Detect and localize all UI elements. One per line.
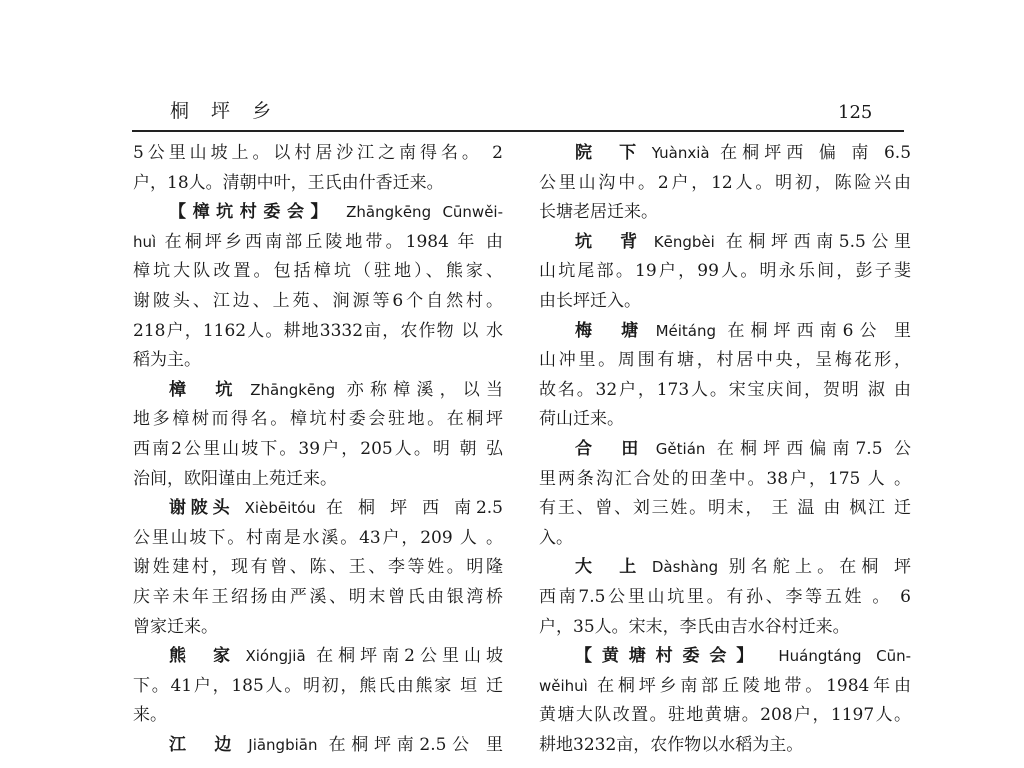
text-line — [539, 553, 911, 583]
pinyin-romanization: Jiāngbiān — [248, 735, 318, 754]
text-line — [539, 405, 911, 435]
body-text: 亦称樟溪，以当 — [335, 379, 503, 400]
text-line — [539, 465, 911, 495]
left-column — [133, 139, 503, 760]
text-line — [133, 701, 503, 731]
text-line — [539, 613, 911, 643]
pinyin-romanization: wěihuì — [539, 676, 588, 695]
pinyin-romanization: Xièbēitóu — [244, 499, 316, 518]
text-line — [133, 405, 503, 435]
text-line — [133, 228, 503, 258]
text-line — [133, 731, 503, 761]
body-text: 在桐坪南2公里山坡 — [305, 646, 503, 667]
body-text: 别名舵上。在桐 坪 — [718, 557, 911, 578]
pinyin-romanization: Zhāngkēng Cūnwěi- — [346, 203, 503, 222]
entry-title: 樟 坑 — [169, 379, 239, 400]
body-text: 樟坑大队改置。包括樟坑（驻地）、熊家、 — [133, 261, 503, 282]
body-text: 曾家迁来。 — [133, 616, 218, 637]
body-text: 耕地3232亩，农作物以水稻为主。 — [539, 734, 804, 755]
text-line — [539, 731, 911, 761]
text-line — [133, 317, 503, 347]
body-text: 公里山沟中。2户，12人。明初，陈险兴由 — [539, 172, 911, 193]
body-text: 公里山坡下。村南是水溪。43户，209 人 。 — [133, 527, 503, 548]
header-rule — [132, 130, 904, 132]
running-header-title: 桐 坪 乡 — [170, 100, 280, 122]
body-text: 里两条沟汇合处的田垄中。38户，175 人 。 — [539, 468, 911, 489]
text-line — [133, 169, 503, 199]
body-text: 由长坪迁入。 — [539, 290, 641, 311]
text-line — [133, 257, 503, 287]
text-line — [539, 701, 911, 731]
text-line — [539, 346, 911, 376]
text-line — [539, 642, 911, 672]
pinyin-romanization: Xióngjiā — [245, 647, 306, 666]
body-text: 5公里山坡上。以村居沙江之南得名。 2 — [133, 143, 503, 163]
body-text: 治间，欧阳谨由上苑迁来。 — [133, 468, 337, 489]
body-text: 在 桐 坪 西 南2.5 — [315, 498, 503, 519]
text-line — [539, 257, 911, 287]
body-text: 下。41户，185人。明初，熊氏由熊家 垣 迁 — [133, 675, 503, 696]
pinyin-romanization: Zhāngkēng — [250, 380, 336, 399]
body-text: 有王、曾、刘三姓。明末， 王 温 由 枫江 迁 — [539, 498, 911, 519]
right-column — [539, 139, 911, 760]
body-text: 在桐坪西南5.5公里 — [714, 231, 911, 252]
entry-title: 【樟坑村委会】 — [169, 202, 335, 223]
body-text: 户，35人。宋末，李氏由吉水谷村迁来。 — [539, 616, 850, 637]
body-text: 在桐坪乡南部丘陵地带。1984年由 — [587, 675, 911, 696]
text-line — [133, 465, 503, 495]
text-line — [133, 346, 503, 376]
text-line — [133, 672, 503, 702]
page-number: 125 — [838, 102, 873, 123]
body-text: 谢陂头、江边、上苑、涧源等6个自然村。 — [133, 290, 503, 311]
entry-title: 合 田 — [575, 438, 645, 459]
text-line — [133, 583, 503, 613]
text-line — [133, 139, 503, 169]
body-text: 在桐坪西南6公 里 — [716, 320, 911, 341]
text-line — [133, 524, 503, 554]
text-line — [133, 642, 503, 672]
entry-title: 谢陂头 — [169, 498, 235, 519]
text-line — [539, 139, 911, 169]
body-text: 入。 — [539, 527, 573, 548]
text-line — [539, 672, 911, 702]
text-line — [133, 494, 503, 524]
pinyin-romanization: Yuànxià — [651, 144, 710, 162]
body-text: 荷山迁来。 — [539, 409, 624, 430]
text-line — [539, 524, 911, 554]
pinyin-romanization: Huángtáng Cūn- — [778, 647, 911, 666]
entry-title: 江 边 — [169, 734, 238, 755]
body-text: 稻为主。 — [133, 350, 201, 371]
pinyin-romanization: Méitáng — [655, 321, 717, 340]
text-line — [539, 317, 911, 347]
entry-title: 【黄塘村委会】 — [575, 646, 764, 667]
entry-title: 梅 塘 — [575, 320, 645, 341]
body-text: 黄塘大队改置。驻地黄塘。208户，1197人。 — [539, 705, 911, 726]
body-text: 在桐坪西 偏 南 6.5 — [709, 143, 911, 163]
body-text: 长塘老居迁来。 — [539, 202, 658, 223]
body-text: 在桐坪南2.5公 里 — [317, 734, 503, 755]
text-line — [539, 583, 911, 613]
text-line — [539, 376, 911, 406]
text-line — [539, 287, 911, 317]
body-text: 庆辛未年王绍扬由严溪、明末曾氏由银湾桥 — [133, 586, 503, 607]
body-text: 户，18人。清朝中叶，王氏由什香迁来。 — [133, 172, 444, 193]
body-text: 来。 — [133, 705, 167, 726]
entry-title: 大 上 — [575, 557, 642, 578]
body-text: 故名。32户，173人。宋宝庆间，贺明 淑 由 — [539, 379, 911, 400]
pinyin-romanization: Dàshàng — [651, 558, 719, 577]
entry-title: 院 下 — [575, 143, 642, 163]
entry-title: 坑 背 — [575, 231, 643, 252]
body-text: 218户，1162人。耕地3332亩，农作物 以 水 — [133, 320, 503, 341]
body-text: 西南7.5公里山坑里。有孙、李等五姓 。 6 — [539, 586, 911, 607]
text-line — [539, 228, 911, 258]
body-text: 西南2公里山坡下。39户，205人。明 朝 弘 — [133, 438, 503, 459]
entry-title: 熊 家 — [169, 646, 236, 667]
text-line — [133, 613, 503, 643]
pinyin-romanization: Gětián — [655, 439, 706, 458]
body-text: 谢姓建村，现有曾、陈、王、李等姓。明隆 — [133, 557, 503, 578]
body-text: 地多樟树而得名。樟坑村委会驻地。在桐坪 — [133, 409, 503, 430]
text-line — [133, 435, 503, 465]
pinyin-romanization: Kēngbèi — [653, 232, 715, 251]
pinyin-romanization: huì — [133, 232, 157, 251]
body-text: 在桐坪乡西南部丘陵地带。1984 年 由 — [156, 231, 503, 252]
body-text: 在桐坪西偏南7.5 公 — [705, 438, 911, 459]
text-line — [539, 198, 911, 228]
text-line — [133, 376, 503, 406]
text-line — [133, 198, 503, 228]
text-line — [539, 435, 911, 465]
text-line — [133, 287, 503, 317]
text-line — [133, 553, 503, 583]
text-line — [539, 494, 911, 524]
text-line — [539, 169, 911, 199]
body-text: 山冲里。周围有塘，村居中央，呈梅花形， — [539, 350, 911, 371]
body-text: 山坑尾部。19户，99人。明永乐间，彭子斐 — [539, 261, 911, 282]
